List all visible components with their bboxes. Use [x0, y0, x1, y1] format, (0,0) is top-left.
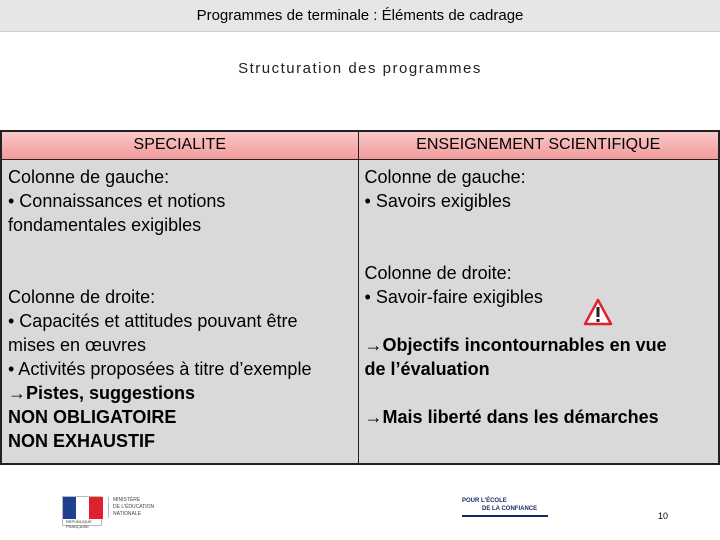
ministry-line: DE L'ÉDUCATION	[113, 504, 155, 510]
specialite-left-column-block	[8, 165, 352, 237]
republic-flag-logo	[62, 496, 102, 529]
republic-text: RÉPUBLIQUE FRANÇAISE	[66, 519, 92, 529]
text-line: fondamentales exigibles	[8, 214, 202, 235]
ministry-logo	[62, 496, 162, 528]
text-line: • Savoirs exigibles	[364, 190, 511, 211]
text-line: mises en œuvres	[8, 334, 147, 355]
header-title: Programmes de terminale : Éléments de cadrage	[196, 7, 524, 24]
school-line: POUR L'ÉCOLE	[462, 498, 507, 504]
text-line: Colonne de droite:	[364, 262, 512, 283]
spacer	[365, 309, 712, 333]
emphasis-line: NON EXHAUSTIF	[8, 430, 156, 451]
es-left-column-block	[365, 165, 712, 213]
warning-triangle-icon	[583, 298, 613, 326]
emphasis-line: NON OBLIGATOIRE	[8, 406, 177, 427]
page-subtitle: Structuration des programmes	[238, 60, 482, 77]
ministry-line: MINISTÈRE	[113, 497, 141, 503]
emphasis-line: →Mais liberté dans les démarches	[364, 406, 659, 427]
text-line: Colonne de gauche:	[8, 166, 170, 187]
es-right-column-block	[365, 261, 712, 429]
text-line: • Savoir-faire exigibles	[364, 286, 543, 307]
page-number: 10	[658, 511, 669, 521]
text-line: • Capacités et attitudes pouvant être	[8, 310, 298, 331]
specialite-right-column-block	[8, 285, 352, 453]
text-line: Colonne de gauche:	[364, 166, 526, 187]
school-line: DE LA CONFIANCE	[482, 506, 538, 512]
text-line: • Activités proposées à titre d’exemple	[8, 358, 312, 379]
header-bar	[0, 0, 720, 32]
header-enseignement-scientifique: ENSEIGNEMENT SCIENTIFIQUE	[358, 131, 719, 159]
logo-rule	[462, 515, 548, 517]
text-line: Colonne de droite:	[8, 286, 156, 307]
ecole-confiance-logo	[462, 497, 552, 523]
enseignement-scientifique-cell	[358, 159, 719, 464]
spacer	[365, 381, 712, 405]
ministry-text	[108, 497, 162, 518]
emphasis-line: →Objectifs incontournables en vue	[364, 334, 667, 355]
header-specialite: SPECIALITE	[1, 131, 358, 159]
ministry-line: NATIONALE	[113, 511, 141, 517]
emphasis-line: de l’évaluation	[364, 358, 490, 379]
emphasis-line: →Pistes, suggestions	[8, 382, 196, 403]
specialite-cell	[1, 159, 358, 464]
text-line: • Connaissances et notions	[8, 190, 226, 211]
